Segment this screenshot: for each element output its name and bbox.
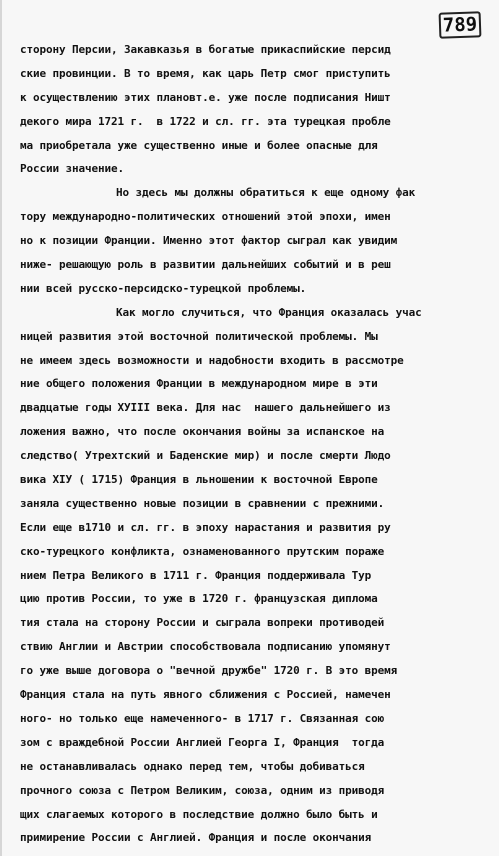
- text-line: щих слагаемых которого в последствие должно было быть и: [20, 807, 378, 821]
- text-line: не имеем здесь возможности и надобности входить в рассмотре: [20, 353, 404, 367]
- text-line: ствию Англии и Австрии способствовала подписанию упомянут: [20, 640, 391, 654]
- text-line: Франция стала на путь явного сближения с Россией, намечен: [20, 688, 391, 702]
- text-line: сторону Персии, Закавказья в богатые прикаспийские персид: [20, 43, 391, 56]
- text-line: к осуществлению этих плановт.е. уже после подписания Ништ: [20, 90, 391, 104]
- text-line: двадцатые годы ХУIII века. Для нас нашего дальнейшего из: [20, 401, 391, 415]
- text-line: Как могло случиться, что Франция оказалась учас: [116, 305, 422, 319]
- text-line: ниже- решающую роль в развитии дальнейших событий и в реш: [20, 258, 391, 272]
- page-number-stamp: 789: [439, 11, 482, 38]
- text-line: Если еще в1710 и сл. гг. в эпоху нарастания и развития ру: [20, 520, 391, 534]
- text-line: ма приобретала уже существенно иные и более опасные для: [20, 138, 378, 152]
- text-line: ного- но только еще намеченного- в 1717 г. Связанная сою: [20, 711, 385, 725]
- text-line: прочного союза с Петром Великим, союза, одним из приводя: [20, 783, 385, 797]
- text-line: заняла существенно новые позиции в сравнении с прежними.: [20, 496, 385, 510]
- text-line: ские провинции. В то время, как царь Петр смог приступить: [20, 66, 391, 80]
- text-line: следство( Утрехтский и Баденские мир) и после смерти Людо: [20, 449, 391, 463]
- text-line: ницей развития этой восточной политической проблемы. Мы: [20, 329, 378, 343]
- text-line: России значение.: [20, 162, 125, 176]
- text-line: зом с враждебной России Англией Георга I, Франция тогда: [20, 735, 385, 749]
- text-line: цию против России, то уже в 1720 г. французская диплома: [20, 592, 378, 606]
- typescript-body: [20, 38, 486, 850]
- text-line: вика ХIУ ( 1715) Франция в льношении к восточной Европе: [20, 473, 378, 487]
- text-line: нием Петра Великого в 1711 г. Франция поддерживала Тур: [20, 568, 372, 582]
- text-line: тия стала на сторону России и сыграла вопреки противодей: [20, 616, 385, 630]
- text-line: примирение России с Англией. Франция и после окончания: [20, 831, 372, 845]
- text-line: тору международно-политических отношений этой эпохи, имен: [20, 210, 391, 224]
- text-line: Но здесь мы должны обратиться к еще одному фак: [116, 186, 416, 200]
- text-line: го уже выше договора о "вечной дружбе" 1720 г. В это время: [20, 664, 398, 678]
- text-line: декого мира 1721 г. в 1722 и сл. гг. эта турецкая пробле: [20, 114, 391, 128]
- text-line: ние общего положения Франции в международном мире в эти: [20, 377, 378, 391]
- text-line: ложения важно, что после окончания войны за испанское на: [20, 425, 385, 439]
- text-line: ско-турецкого конфликта, ознаменованного прутским пораже: [20, 544, 385, 558]
- text-line: нии всей русско-персидско-турецкой проблемы.: [20, 281, 307, 295]
- text-line: но к позиции Франции. Именно этот фактор сыграл как увидим: [20, 234, 398, 248]
- text-line: не останавливалась однако перед тем, чтобы добиваться: [20, 759, 365, 773]
